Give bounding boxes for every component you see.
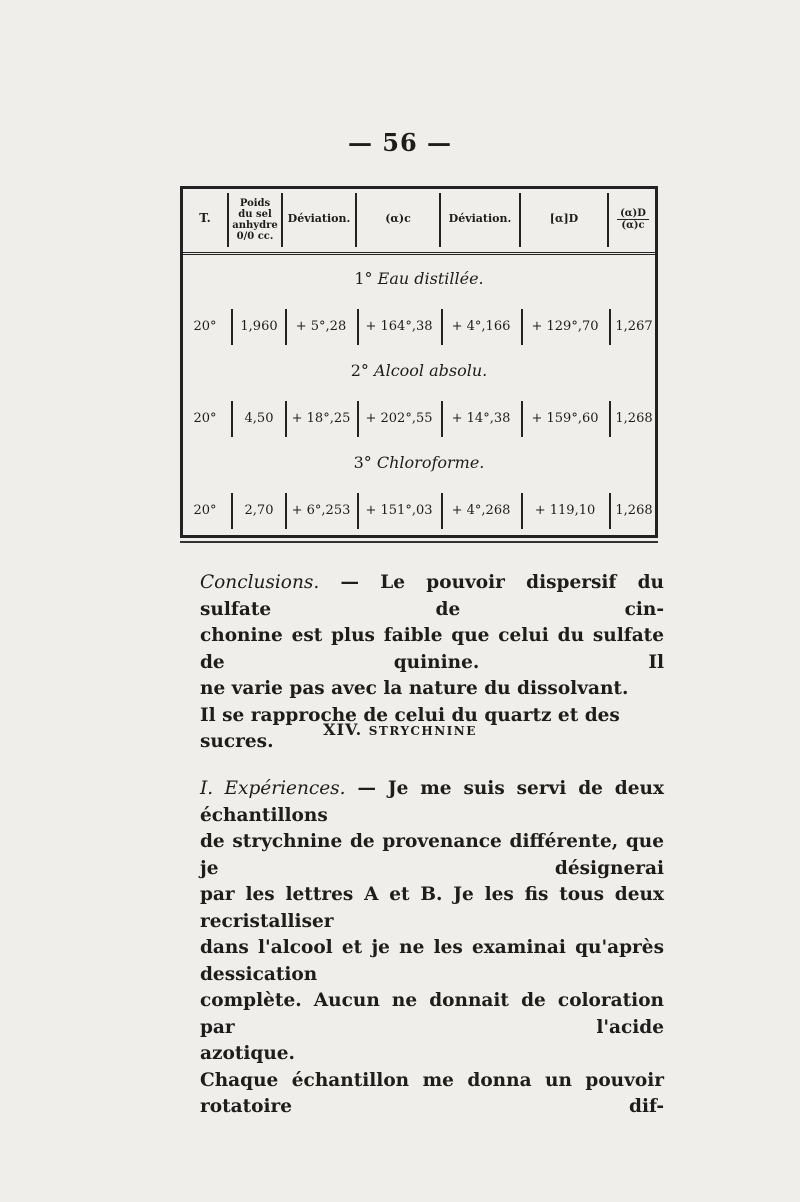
table-row: 20° 2,70 + 6°,253 + 151°,03 + 4°,268 + 119,10 1,268 bbox=[183, 489, 655, 533]
header-t: T. bbox=[199, 211, 211, 226]
text-line: Chaque échantillon me donna un pouvoir rotatoire dif- bbox=[200, 1069, 664, 1117]
text-line: de strychnine de provenance différente, que je désignerai bbox=[200, 831, 664, 879]
text-line: complète. Aucun ne donnait de coloration par l'acide bbox=[200, 990, 664, 1038]
section-title-alcool: 2° Alcool absolu. bbox=[350, 361, 488, 380]
rotation-table bbox=[180, 186, 658, 538]
text-line: ne varie pas avec la nature du dissolvant. bbox=[200, 678, 629, 699]
header-ratio: (α)D (α)c bbox=[609, 189, 657, 249]
table-header bbox=[183, 189, 655, 249]
text-line: Il se rapproche de celui du quartz et des sucres. bbox=[200, 704, 620, 752]
section-heading: XIV. STRYCHNINE bbox=[323, 720, 477, 739]
header-poids: Poids du sel anhydre 0/0 cc. bbox=[232, 198, 278, 242]
table-row: 20° 1,960 + 5°,28 + 164°,38 + 4°,166 + 129°,70 1,267 bbox=[183, 305, 655, 349]
page-number: — 56 — bbox=[347, 128, 453, 157]
header-alpha-d: [α]D bbox=[549, 211, 579, 225]
text-line: dans l'alcool et je ne les examinai qu'après dessication bbox=[200, 937, 664, 985]
experiences-paragraph bbox=[200, 776, 664, 1121]
table-row: 20° 4,50 + 18°,25 + 202°,55 + 14°,38 + 159°,60 1,268 bbox=[183, 397, 655, 441]
text-line: azotique. bbox=[200, 1043, 296, 1064]
header-deviation-2: Déviation. bbox=[448, 211, 512, 225]
text-line: chonine est plus faible que celui du sulfate de quinine. Il bbox=[200, 625, 664, 673]
text-line: par les lettres A et B. Je les fis tous deux recristalliser bbox=[200, 884, 664, 932]
section-title-chloroforme: 3° Chloroforme. bbox=[353, 453, 485, 472]
section-title-eau: 1° Eau distillée. bbox=[354, 269, 484, 288]
header-alpha-c: (α)c bbox=[385, 211, 411, 225]
text-line: I. Expériences. — Je me suis servi de deux échantillons bbox=[200, 778, 664, 826]
text-line: Conclusions. — Le pouvoir dispersif du sulfate de cin- bbox=[200, 572, 665, 620]
header-deviation-1: Déviation. bbox=[287, 211, 351, 225]
